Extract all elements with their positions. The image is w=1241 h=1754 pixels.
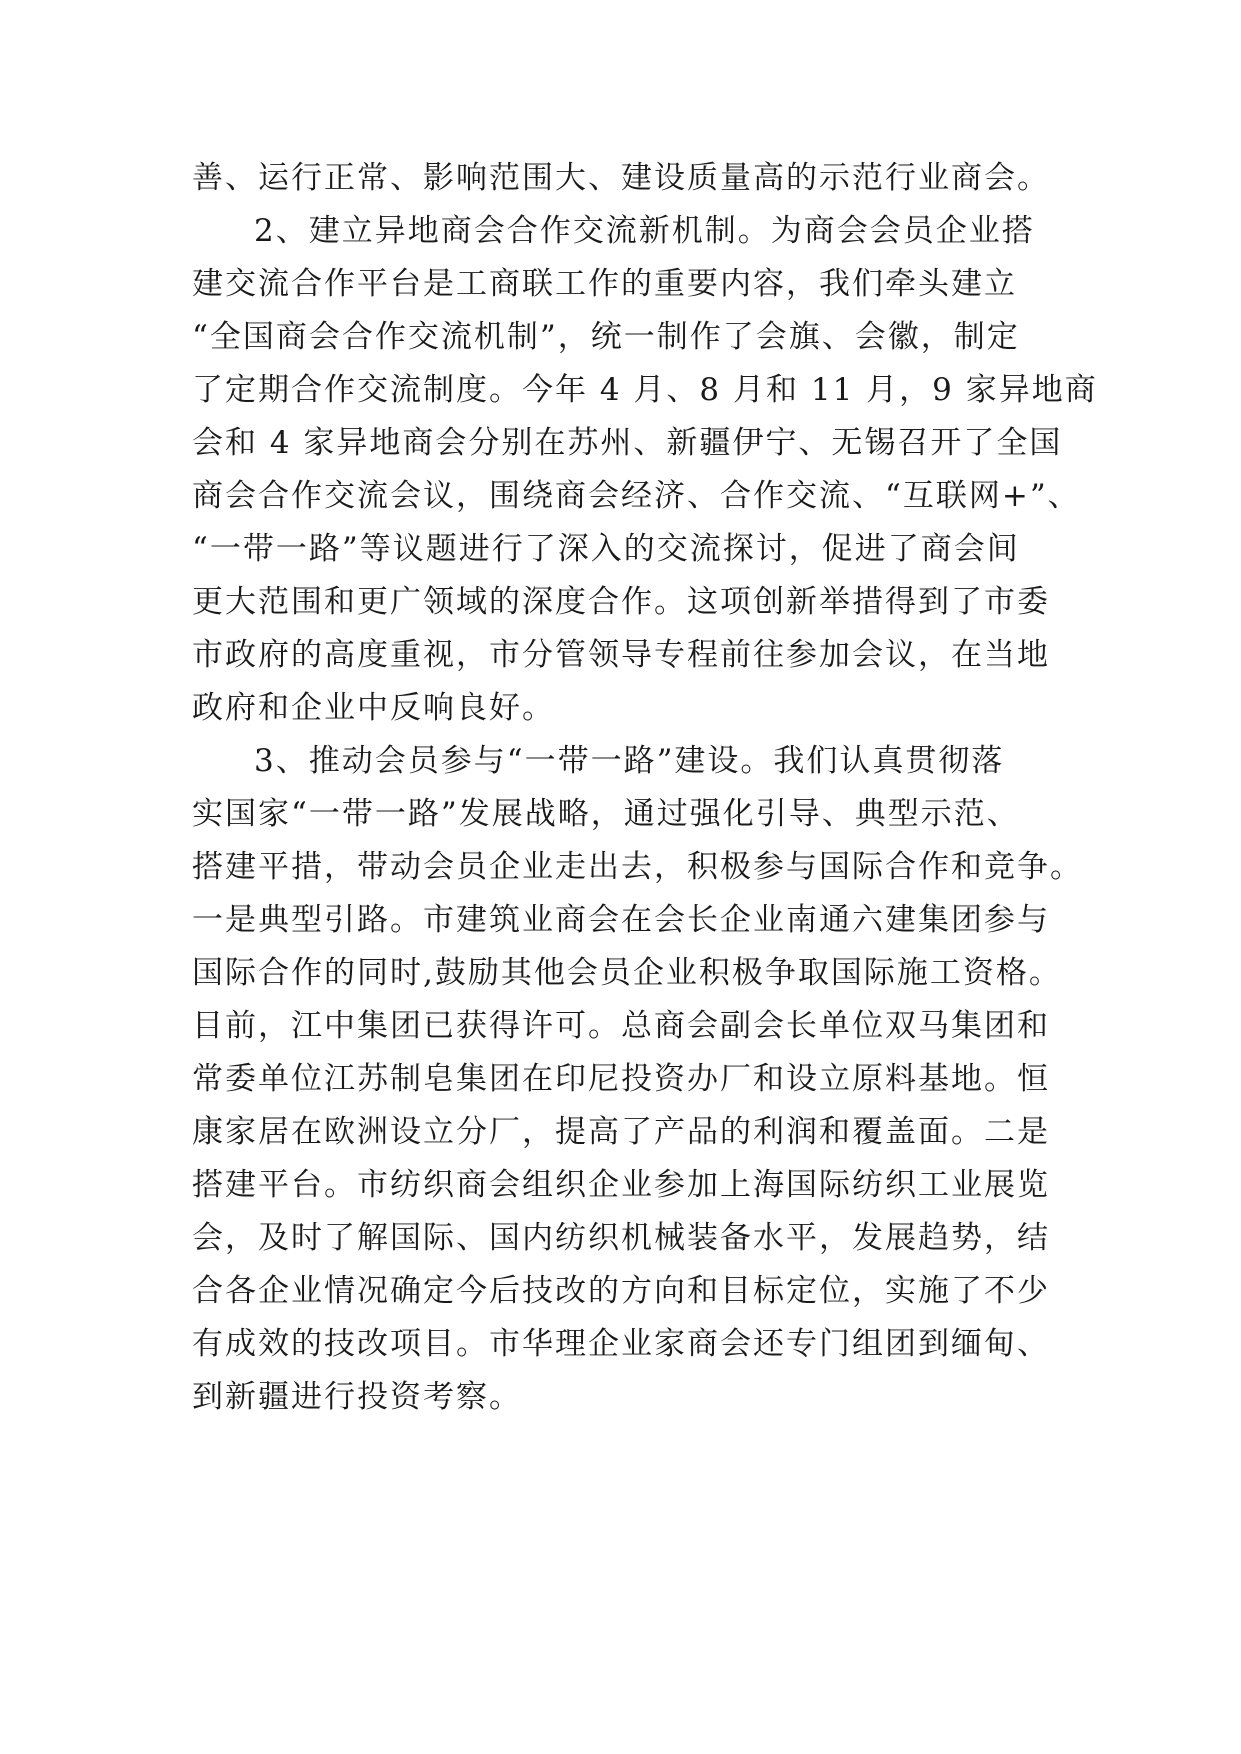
text-line: 市政府的高度重视，市分管领导专程前往参加会议，在当地 bbox=[192, 637, 1050, 673]
text-line: 实国家“一带一路”发展战略，通过强化引导、典型示范、 bbox=[192, 796, 1020, 832]
paragraph-2-start: 2、建立异地商会合作交流新机制。为商会会员企业搭 bbox=[254, 213, 1035, 249]
text-line: 更大范围和更广领域的深度合作。这项创新举措得到了市委 bbox=[192, 584, 1050, 620]
text-line: 建交流合作平台是工商联工作的重要内容，我们牵头建立 bbox=[192, 266, 1017, 302]
text-line: 政府和企业中反响良好。 bbox=[192, 690, 555, 726]
text-line: 有成效的技改项目。市华理企业家商会还专门组团到缅甸、 bbox=[192, 1326, 1050, 1362]
text-line: 目前，江中集团已获得许可。总商会副会长单位双马集团和 bbox=[192, 1008, 1050, 1044]
text-line: 搭建平措，带动会员企业走出去，积极参与国际合作和竞争。 bbox=[192, 849, 1083, 885]
text-line: 合各企业情况确定今后技改的方向和目标定位，实施了不少 bbox=[192, 1273, 1050, 1309]
text-line: 商会合作交流会议，围绕商会经济、合作交流、“互联网+”、 bbox=[192, 478, 1081, 514]
text-line: 搭建平台。市纺织商会组织企业参加上海国际纺织工业展览 bbox=[192, 1167, 1050, 1203]
text-line: 会，及时了解国际、国内纺织机械装备水平，发展趋势，结 bbox=[192, 1220, 1050, 1256]
text-line: 康家居在欧洲设立分厂，提高了产品的利润和覆盖面。二是 bbox=[192, 1114, 1050, 1150]
text-line: 会和 4 家异地商会分别在苏州、新疆伊宁、无锡召开了全国 bbox=[192, 425, 1063, 461]
text-line: 国际合作的同时,鼓励其他会员企业积极争取国际施工资格。 bbox=[192, 955, 1062, 991]
text-line: 善、运行正常、影响范围大、建设质量高的示范行业商会。 bbox=[192, 160, 1050, 196]
text-line: “一带一路”等议题进行了深入的交流探讨，促进了商会间 bbox=[192, 531, 1020, 567]
text-line: 了定期合作交流制度。今年 4 月、8 月和 11 月，9 家异地商 bbox=[192, 372, 1098, 408]
text-line: 一是典型引路。市建筑业商会在会长企业南通六建集团参与 bbox=[192, 902, 1050, 938]
text-line: “全国商会合作交流机制”，统一制作了会旗、会徽，制定 bbox=[192, 319, 1020, 355]
text-line: 到新疆进行投资考察。 bbox=[192, 1379, 522, 1415]
text-line: 常委单位江苏制皂集团在印尼投资办厂和设立原料基地。恒 bbox=[192, 1061, 1050, 1097]
paragraph-3-start: 3、推动会员参与“一带一路”建设。我们认真贯彻落 bbox=[254, 743, 1005, 779]
